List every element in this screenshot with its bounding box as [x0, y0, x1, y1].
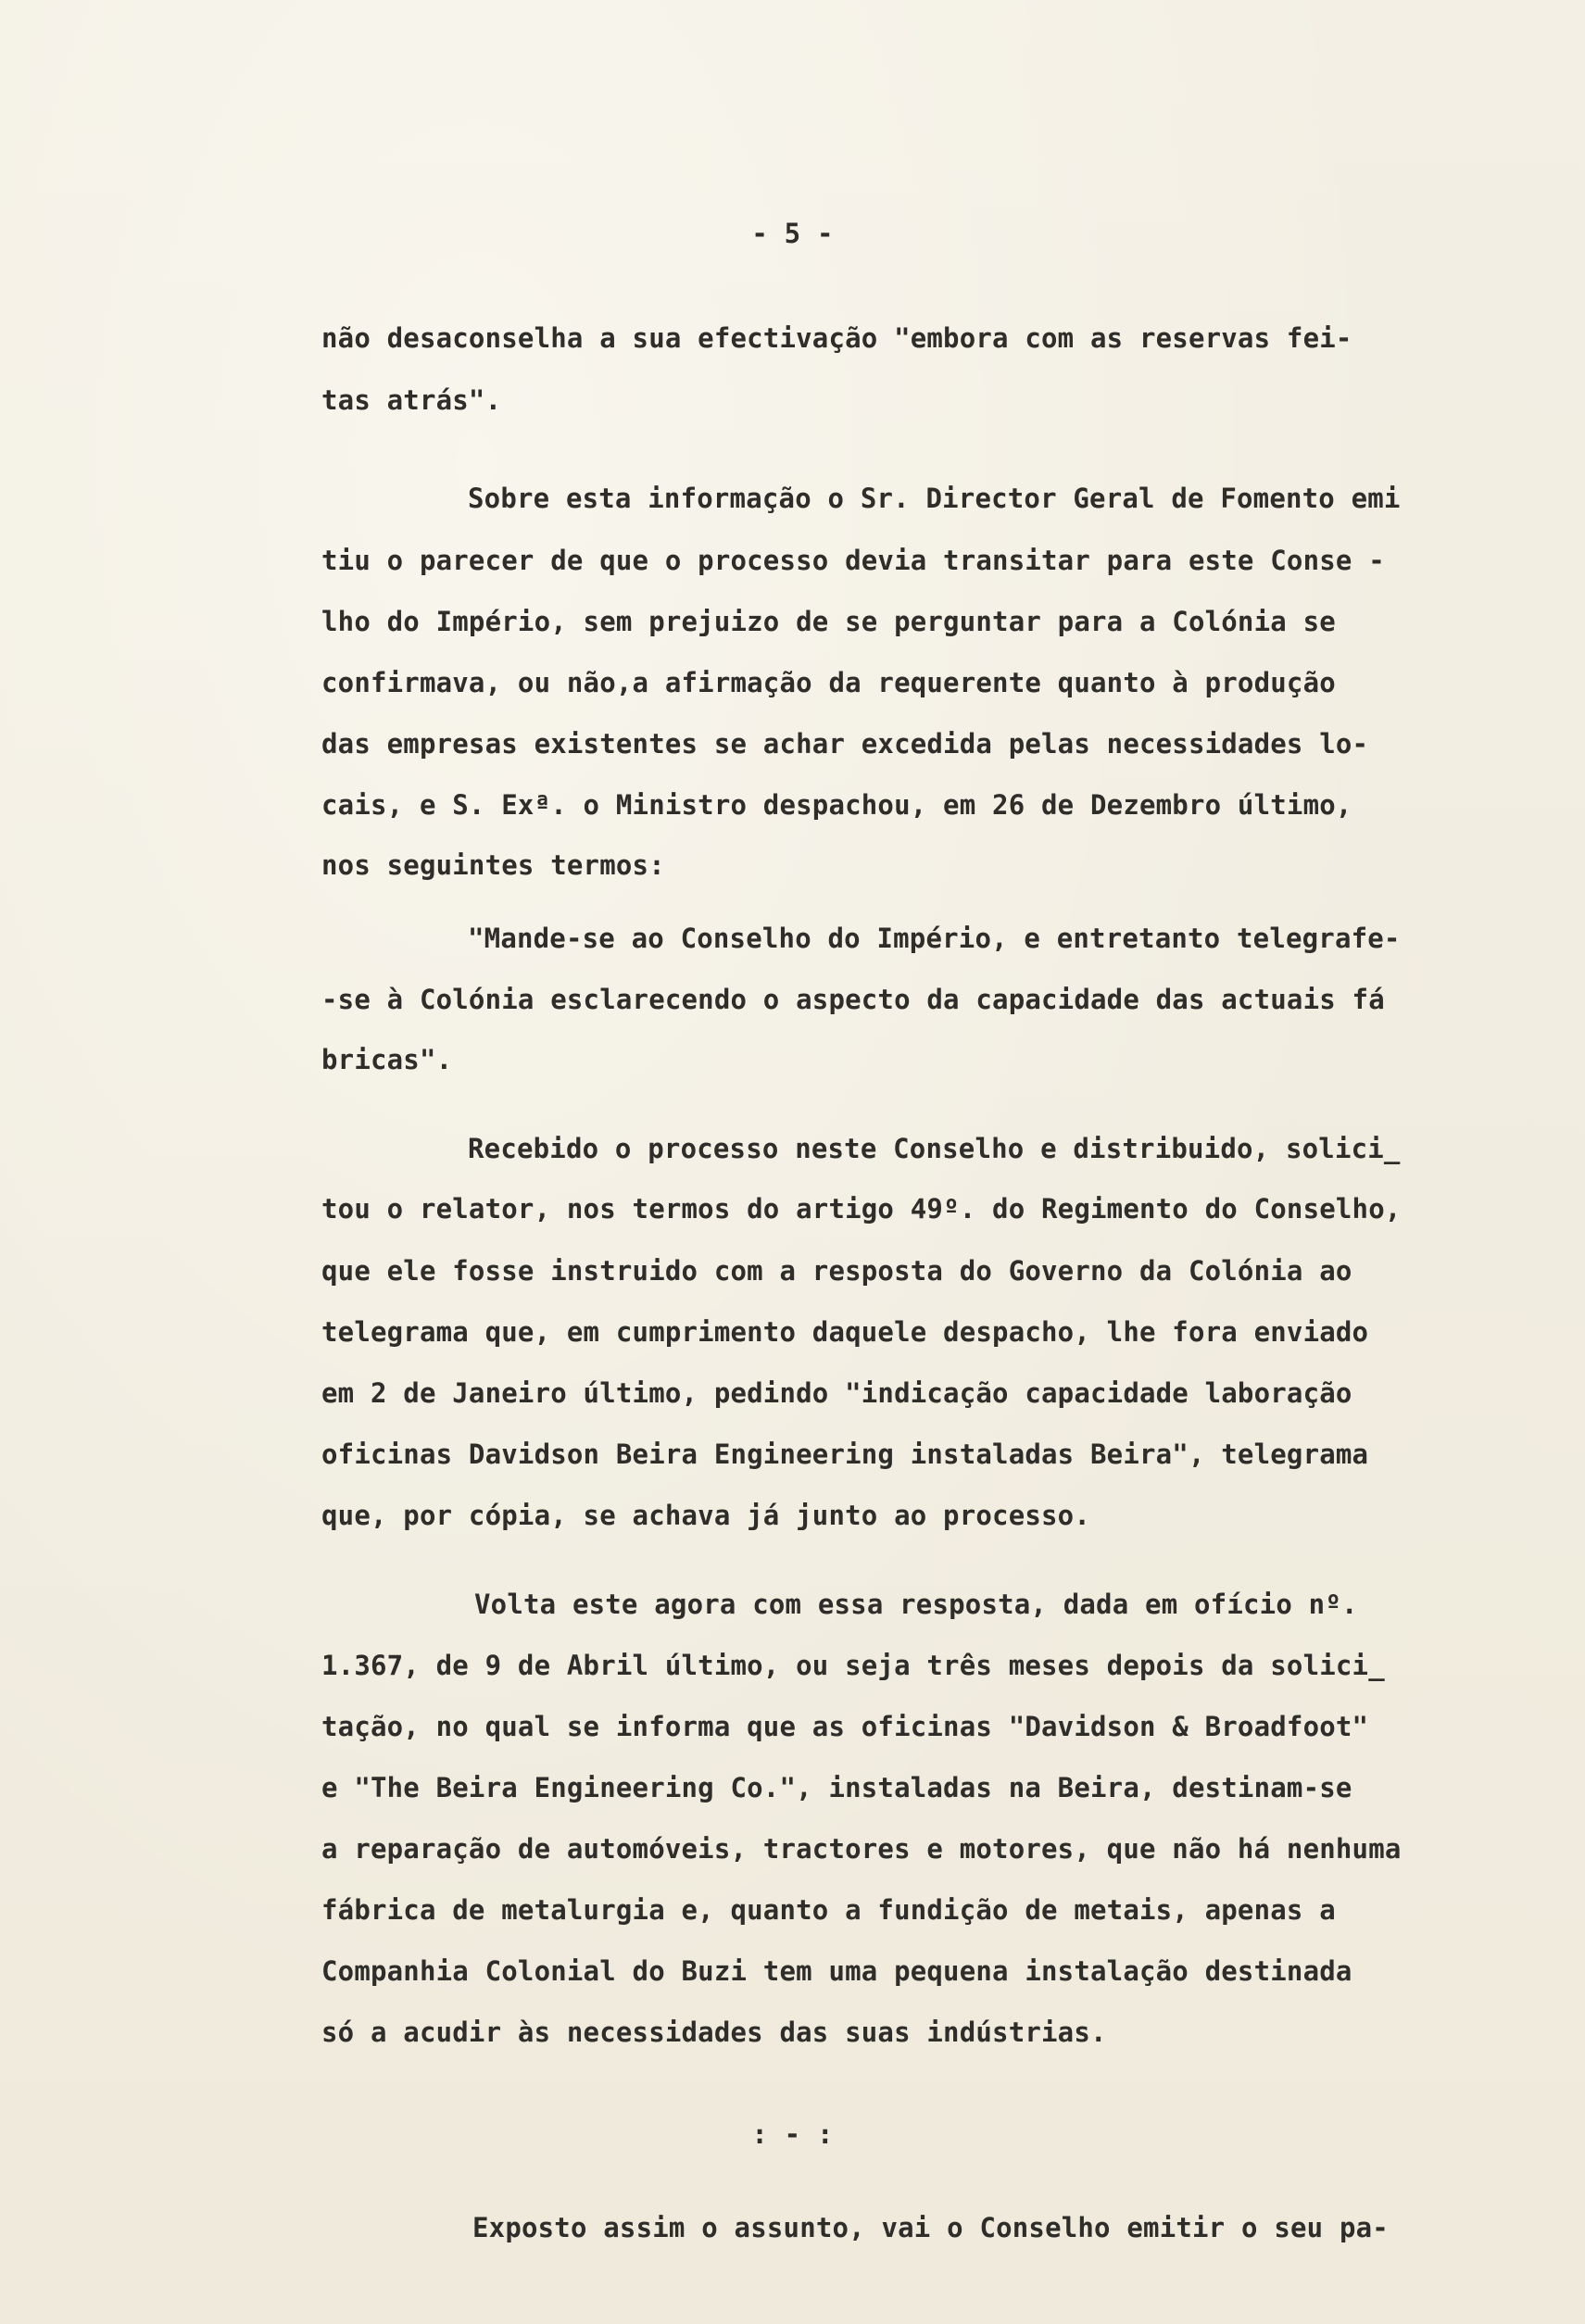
text-line: -se à Colónia esclarecendo o aspecto da capacidade das actuais fá	[321, 984, 1385, 1015]
text-line: lho do Império, sem prejuizo de se perguntar para a Colónia se	[321, 606, 1336, 637]
text-line: Recebido o processo neste Conselho e distribuido, solici_	[468, 1133, 1401, 1164]
text-line: fábrica de metalurgia e, quanto a fundição de metais, apenas a	[321, 1894, 1336, 1926]
text-line: tiu o parecer de que o processo devia transitar para este Conse -	[321, 545, 1385, 576]
text-line: só a acudir às necessidades das suas indústrias.	[321, 2016, 1107, 2048]
text-line: não desaconselha a sua efectivação "embora com as reservas fei-	[321, 322, 1352, 354]
text-line: em 2 de Janeiro último, pedindo "indicação capacidade laboração	[321, 1377, 1352, 1409]
text-line: Exposto assim o assunto, vai o Conselho emitir o seu pa-	[472, 2212, 1389, 2243]
text-line: Sobre esta informação o Sr. Director Geral de Fomento emi	[468, 483, 1401, 514]
text-line: tação, no qual se informa que as oficinas "Davidson & Broadfoot"	[321, 1711, 1369, 1742]
section-separator: : - :	[751, 2118, 834, 2150]
text-line: e "The Beira Engineering Co.", instaladas na Beira, destinam-se	[321, 1772, 1352, 1803]
text-line: das empresas existentes se achar excedida pelas necessidades lo-	[321, 728, 1369, 760]
text-line: tou o relator, nos termos do artigo 49º. do Regimento do Conselho,	[321, 1193, 1402, 1225]
text-line: tas atrás".	[321, 384, 502, 416]
text-line: a reparação de automóveis, tractores e motores, que não há nenhuma	[321, 1833, 1402, 1865]
text-line: Companhia Colonial do Buzi tem uma pequena instalação destinada	[321, 1955, 1352, 1987]
text-line: Volta este agora com essa resposta, dada em ofício nº.	[474, 1589, 1358, 1620]
text-line: confirmava, ou não,a afirmação da requerente quanto à produção	[321, 667, 1336, 698]
text-line: telegrama que, em cumprimento daquele despacho, lhe fora enviado	[321, 1316, 1369, 1348]
page-number: - 5 -	[751, 218, 834, 249]
text-line: bricas".	[321, 1044, 453, 1075]
text-line: que ele fosse instruido com a resposta do Governo da Colónia ao	[321, 1255, 1352, 1287]
text-line: que, por cópia, se achava já junto ao processo.	[321, 1500, 1090, 1531]
text-line: nos seguintes termos:	[321, 849, 665, 881]
text-line: oficinas Davidson Beira Engineering instaladas Beira", telegrama	[321, 1438, 1369, 1470]
text-line: "Mande-se ao Conselho do Império, e entretanto telegrafe-	[468, 923, 1401, 954]
text-line: 1.367, de 9 de Abril último, ou seja três meses depois da solici_	[321, 1650, 1385, 1681]
text-line: cais, e S. Exª. o Ministro despachou, em 26 de Dezembro último,	[321, 789, 1352, 821]
